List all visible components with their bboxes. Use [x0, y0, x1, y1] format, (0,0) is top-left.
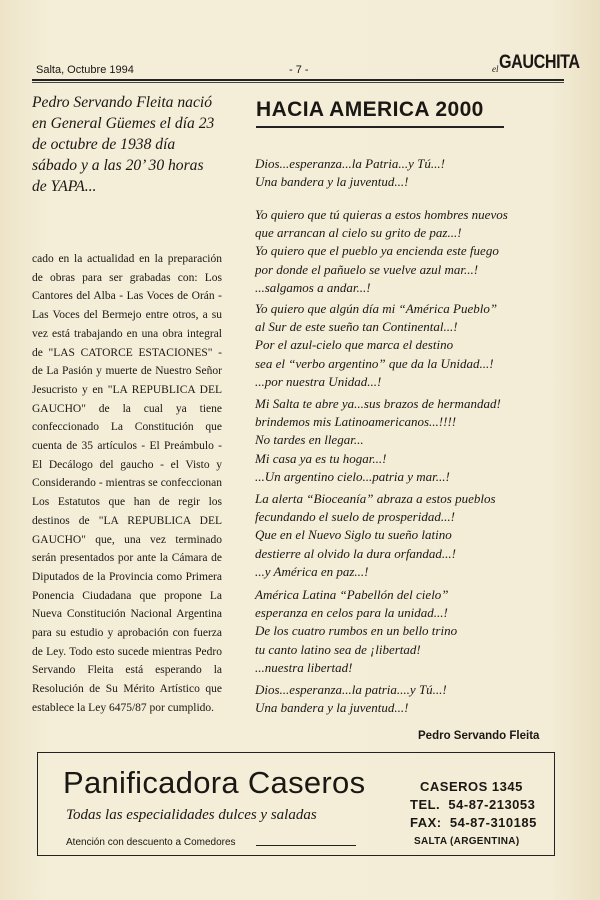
poem-line: Yo quiero que tú quieras a estos hombres nuevos: [255, 207, 508, 222]
ad-divider: [256, 845, 356, 846]
poem-line: ...por nuestra Unidad...!: [255, 373, 382, 389]
poem-line: por donde el pañuelo se vuelve azul mar...!: [255, 261, 479, 277]
page-number: - 7 -: [289, 64, 309, 76]
ad-fax-label: FAX:: [410, 815, 442, 830]
poem-line: al Sur de este sueño tan Continental...!: [255, 319, 458, 335]
poem-title: HACIA AMERICA 2000: [256, 98, 484, 121]
ad-city: SALTA (ARGENTINA): [414, 836, 520, 847]
poem-line: Dios...esperanza...la Patria...y Tú...!: [255, 156, 445, 171]
bakery-advertisement: [37, 752, 555, 856]
poem-stanza: [255, 586, 565, 677]
poem-line: ...y América en paz...!: [255, 563, 369, 579]
poem-stanza: [255, 206, 565, 297]
poem-stanza: [255, 155, 565, 191]
poem-line: sea el “verbo argentino” que da la Unidad...!: [255, 355, 494, 371]
poem-line: Mi Salta te abre ya...sus brazos de hermandad!: [255, 396, 501, 411]
ad-slogan: Todas las especialidades dulces y saladas: [66, 807, 317, 823]
poem-line: ...nuestra libertad!: [255, 659, 353, 675]
ad-address: CASEROS 1345: [420, 779, 523, 794]
ad-note: Atención con descuento a Comedores: [66, 837, 236, 848]
left-column-body: cado en la actualidad en la preparación de obras para ser grabadas con: Los Cantores del Alba - Las Voces de Orán - Las Voces del Bermejo entre otros, a su vez está trabajando en una obra integral de "LAS CATORCE ESTACIONES" - de La Pasión y muerte de Nuestro Señor Jesucristo y en "LA REPUBLICA DEL GAUCHO" de la cual ya tiene confeccionado La Constitución que cuenta de 35 artículos - El Preámbulo - El Decálogo del gaucho - el Visto y Considerando - mientras se confeccionan Los Estatutos que han de regir los destinos de "LA REPUBLICA DEL GAUCHO" que, una vez terminado serán presentados por ante la Cámara de Diputados de la Provincia como Primera Ponencia Ciudadana que propone La Nueva Constitución Nacional Argentina para su estudio y aprobación con fuerza de Ley. Todo esto sucede mientras Pedro Servando Fleita está esperando la Resolución de Su Mérito Artístico que establece la Ley 6475/87 por cumplido.: [32, 253, 222, 714]
poem-line: esperanza en celos para la unidad...!: [255, 605, 448, 621]
intro-paragraph: Pedro Servando Fleita nació en General Güemes el día 23 de octubre de 1938 día sábado y a las 20’ 30 horas de YAPA...: [32, 94, 215, 195]
ad-tel-number: 54-87-213053: [448, 797, 536, 812]
ad-fax: [410, 815, 537, 830]
poem-author: Pedro Servando Fleita: [418, 730, 540, 742]
poem-line: Por el azul-cielo que marca el destino: [255, 337, 454, 353]
header-rule-thin: [32, 82, 564, 83]
masthead-logo: [492, 52, 593, 74]
poem-line: tu canto latino sea de ¡libertad!: [255, 641, 421, 657]
ad-tel-label: TEL.: [410, 797, 441, 812]
poem-line: La alerta “Bioceanía” abraza a estos pueblos: [255, 491, 496, 506]
poem-line: Una bandera y la juventud...!: [255, 174, 409, 190]
ad-business-name: Panificadora Caseros: [63, 765, 366, 800]
poem-line: ...Un argentino cielo...patria y mar...!: [255, 468, 450, 484]
poem-line: Mi casa ya es tu hogar...!: [255, 450, 387, 466]
ad-fax-number: 54-87-310185: [449, 815, 537, 830]
logo-prefix: el: [492, 64, 499, 74]
poem-stanza: [255, 681, 565, 717]
header-rule: [32, 79, 564, 81]
poem-line: que arrancan al cielo su grito de paz...!: [255, 225, 462, 241]
poem-line: América Latina “Pabellón del cielo”: [255, 587, 449, 602]
poem-line: ...salgamos a andar...!: [255, 279, 371, 295]
poem-line: Dios...esperanza...la patria....y Tú...!: [255, 682, 447, 697]
poem-stanza: [255, 490, 565, 581]
logo-name: GAUCHITA: [498, 52, 580, 73]
poem-line: Una bandera y la juventud...!: [255, 700, 409, 716]
poem-line: De los cuatro rumbos en un bello trino: [255, 623, 458, 639]
poem-line: No tardes en llegar...: [255, 432, 364, 448]
poem-line: Yo quiero que algún día mi “América Pueblo”: [255, 301, 498, 316]
poem-line: Yo quiero que el pueblo ya encienda este fuego: [255, 243, 499, 259]
header-date: Salta, Octubre 1994: [36, 64, 134, 76]
ad-telephone: [410, 797, 535, 812]
poem-line: brindemos mis Latinoamericanos...!!!!: [255, 414, 457, 430]
title-rule: [256, 126, 504, 128]
poem-stanza: [255, 395, 565, 486]
poem-line: fecundando el suelo de prosperidad...!: [255, 509, 455, 525]
poem-line: Que en el Nuevo Siglo tu sueño latino: [255, 527, 452, 543]
poem-stanza: [255, 300, 565, 391]
poem-line: destierre al olvido la dura orfandad...!: [255, 545, 457, 561]
